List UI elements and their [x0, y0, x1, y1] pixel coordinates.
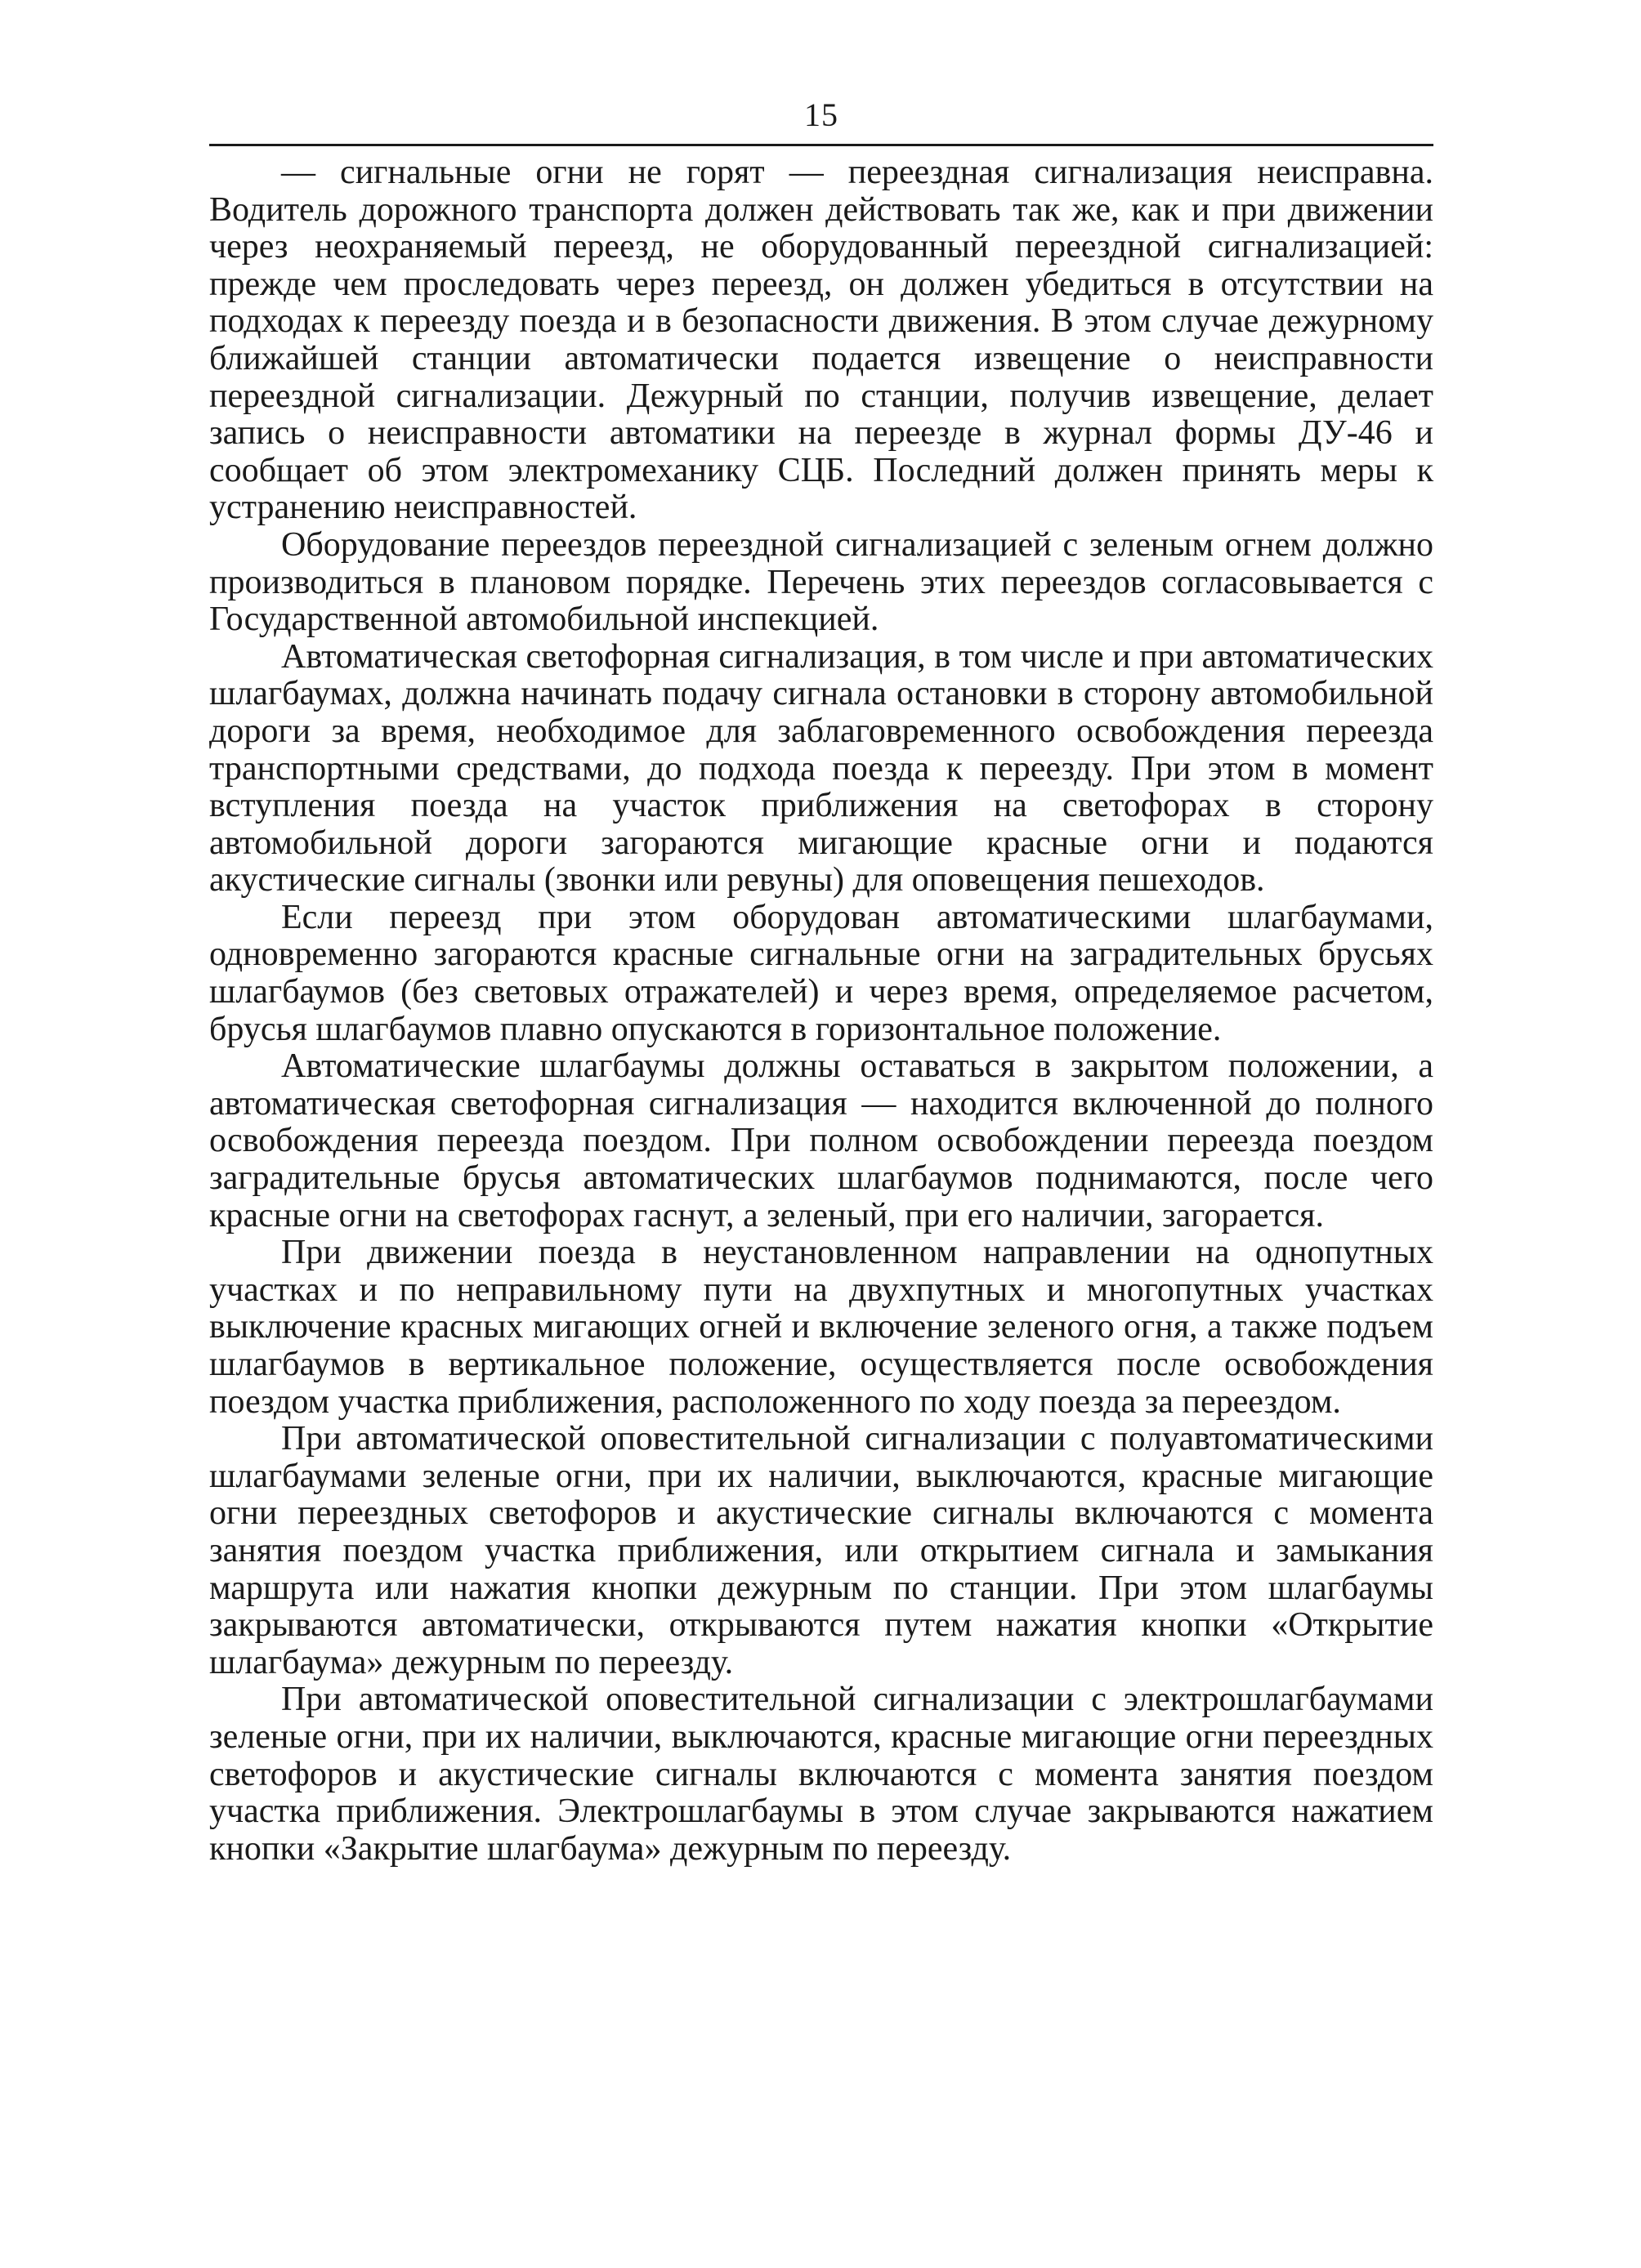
paragraph-2: Оборудование переездов переездной сигнализацией с зеленым огнем должно производиться в плановом порядке. Перечень этих переездов согласовывается с Государственной автомобильной инспекцией.	[209, 525, 1433, 639]
document-page	[209, 96, 1433, 1868]
paragraph-5: Автоматические шлагбаумы должны оставаться в закрытом положении, а автоматическая светофорная сигнализация — находится включенной до полного освобождения переезда поездом. При полном освобождении переезда поездом заградительные брусья автоматических шлагбаумов поднимаются, после чего красные огни на светофорах гаснут, а зеленый, при его наличии, загорается.	[209, 1047, 1433, 1234]
header-rule	[209, 144, 1433, 146]
paragraph-1: — сигнальные огни не горят — переездная сигнализация неисправна. Водитель дорожного транспорта должен действовать так же, как и при движении через неохраняемый переезд, не оборудованный переездной сигнализацией: прежде чем проследовать через переезд, он должен убедиться в отсутствии на подходах к переезду поезда и в безопасности движения. В этом случае дежурному ближайшей станции автоматически подается извещение о неисправности переездной сигнализации. Дежурный по станции, получив извещение, делает запись о неисправности автоматики на переезде в журнал формы ДУ-46 и сообщает об этом электромеханику СЦБ. Последний должен принять меры к устранению неисправностей.	[209, 154, 1433, 527]
paragraph-8: При автоматической оповестительной сигнализации с электрошлагбаумами зеленые огни, при их наличии, выключаются, красные мигающие огни переездных светофоров и акустические сигналы включаются с момента занятия поездом участка приближения. Электрошлагбаумы в этом случае закрываются нажатием кнопки «Закрытие шлагбаума» дежурным по переезду.	[209, 1681, 1433, 1868]
paragraph-4: Если переезд при этом оборудован автоматическими шлагбаумами, одновременно загораются красные сигнальные огни на заградительных брусьях шлагбаумов (без световых отражателей) и через время, определяемое расчетом, брусья шлагбаумов плавно опускаются в горизонтальное положение.	[209, 898, 1433, 1048]
paragraph-6: При движении поезда в неустановленном направлении на однопутных участках и по неправильному пути на двухпутных и многопутных участках выключение красных мигающих огней и включение зеленого огня, а также подъем шлагбаумов в вертикальное положение, осуществляется после освобождения поездом участка приближения, расположенного по ходу поезда за переездом.	[209, 1234, 1433, 1421]
body-text	[209, 154, 1433, 1868]
page-number: 15	[804, 96, 838, 133]
paragraph-3: Автоматическая светофорная сигнализация, в том числе и при автоматических шлагбаумах, должна начинать подачу сигнала остановки в сторону автомобильной дороги за время, необходимое для заблаговременного освобождения переезда транспортными средствами, до подхода поезда к переезду. При этом в момент вступления поезда на участок приближения на светофорах в сторону автомобильной дороги загораются мигающие красные огни и подаются акустические сигналы (звонки или ревуны) для оповещения пешеходов.	[209, 637, 1433, 900]
paragraph-7: При автоматической оповестительной сигнализации с полуавтоматическими шлагбаумами зеленые огни, при их наличии, выключаются, красные мигающие огни переездных светофоров и акустические сигналы включаются с момента занятия поездом участка приближения, или открытием сигнала и замыкания маршрута или нажатия кнопки дежурным по станции. При этом шлагбаумы закрываются автоматически, открываются путем нажатия кнопки «Открытие шлагбаума» дежурным по переезду.	[209, 1420, 1433, 1681]
